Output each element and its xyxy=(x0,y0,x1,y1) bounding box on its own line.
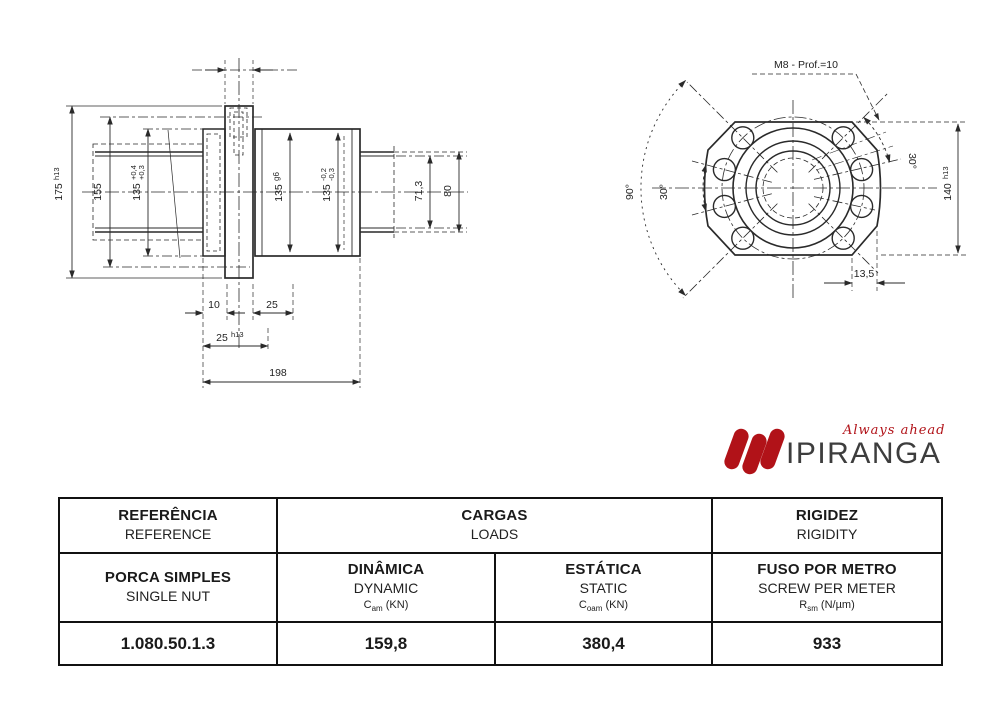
product-title-pt: PORCA SIMPLES xyxy=(104,569,232,587)
header-reference xyxy=(60,499,278,554)
screw-symbol: $R_{sm}$ (N/µm) xyxy=(799,599,855,614)
static-symbol: $C_{oam}$ (KN) xyxy=(578,599,629,614)
svg-text:25: 25 xyxy=(216,332,228,344)
svg-text:+0,3: +0,3 xyxy=(137,165,146,180)
dynamic-title-en: DYNAMIC xyxy=(353,579,419,596)
svg-text:155: 155 xyxy=(92,183,104,201)
m8-note-label: M8 - Prof.=10 xyxy=(774,59,838,71)
svg-text:h13: h13 xyxy=(231,330,244,339)
dim-71-3-label xyxy=(413,181,425,202)
static-value-cell xyxy=(496,623,713,664)
header-loads xyxy=(278,499,713,554)
header-static xyxy=(496,554,713,623)
dim-135-flange-label xyxy=(129,165,146,201)
dim-135-minus-label xyxy=(319,168,336,202)
svg-text:30°: 30° xyxy=(906,153,918,169)
screw-title-en: SCREW PER METER xyxy=(758,579,896,596)
svg-text:135: 135 xyxy=(321,184,333,202)
dim-13-5-label: 13,5 xyxy=(853,268,875,280)
header-product xyxy=(60,554,278,623)
angle-90-label xyxy=(624,184,636,200)
svg-text:g6: g6 xyxy=(272,172,281,181)
spec-table xyxy=(58,497,943,666)
dim-25h13-label xyxy=(216,330,243,344)
static-title-pt: ESTÁTICA xyxy=(565,560,642,578)
dim-80-label xyxy=(442,185,454,197)
dim-10-label: 10 xyxy=(208,299,220,311)
reference-value-cell xyxy=(60,623,278,664)
dim-140-label xyxy=(941,166,954,200)
front-view-linear-dims xyxy=(824,122,967,291)
rigidity-title-en: RIGIDITY xyxy=(796,526,858,543)
logo-mark-icon xyxy=(723,420,793,480)
dim-155-label xyxy=(92,183,104,201)
rigidity-title-pt: RIGIDEZ xyxy=(795,507,859,525)
svg-text:175: 175 xyxy=(53,183,65,201)
svg-text:h13: h13 xyxy=(52,167,61,180)
dim-198-label: 198 xyxy=(269,367,287,379)
loads-title-pt: CARGAS xyxy=(461,507,528,525)
reference-value: 1.080.50.1.3 xyxy=(120,633,216,653)
svg-text:30°: 30° xyxy=(658,184,670,200)
header-dynamic xyxy=(278,554,496,623)
dynamic-symbol: $C_{am}$ (KN) xyxy=(363,599,409,614)
svg-text:140: 140 xyxy=(942,183,954,201)
m8-leader xyxy=(752,74,879,120)
svg-text:+0,4: +0,4 xyxy=(129,165,138,180)
header-rigidity xyxy=(713,499,941,554)
wiper-ring xyxy=(203,129,225,256)
rigidity-value: 933 xyxy=(812,633,842,653)
reference-title-en: REFERENCE xyxy=(124,526,212,543)
brand-name: IPIRANGA xyxy=(786,437,942,470)
side-view-drawing xyxy=(40,45,485,405)
dynamic-value-cell xyxy=(278,623,496,664)
company-logo xyxy=(723,420,958,480)
header-screw-per-meter xyxy=(713,554,941,623)
angle-30-left-label xyxy=(658,184,670,200)
product-title-en: SINGLE NUT xyxy=(125,588,210,605)
angle-30-right-label xyxy=(906,153,918,169)
svg-text:71,3: 71,3 xyxy=(413,180,425,202)
dim-25-label: 25 xyxy=(266,299,278,311)
static-value: 380,4 xyxy=(582,633,625,653)
front-view-drawing xyxy=(605,35,995,325)
side-view-dimension-lines xyxy=(66,60,459,388)
loads-title-en: LOADS xyxy=(470,526,519,543)
dim-135-g6-label xyxy=(272,172,285,202)
svg-text:h13: h13 xyxy=(941,166,950,179)
dynamic-title-pt: DINÂMICA xyxy=(347,560,425,578)
dim-175-label xyxy=(52,167,65,200)
dynamic-value: 159,8 xyxy=(364,633,408,653)
svg-text:135: 135 xyxy=(131,183,143,201)
brand-tagline: Always ahead xyxy=(843,423,946,438)
svg-text:135: 135 xyxy=(273,184,285,202)
front-view-centerlines xyxy=(652,82,937,298)
svg-text:-0,3: -0,3 xyxy=(327,168,336,181)
svg-text:-0,2: -0,2 xyxy=(319,168,328,181)
svg-text:80: 80 xyxy=(442,185,454,197)
reference-title-pt: REFERÊNCIA xyxy=(118,507,218,525)
screw-title-pt: FUSO POR METRO xyxy=(757,560,897,578)
svg-text:90°: 90° xyxy=(624,184,636,200)
front-view-labels xyxy=(624,59,954,280)
rigidity-value-cell xyxy=(713,623,941,664)
static-title-en: STATIC xyxy=(579,579,628,596)
